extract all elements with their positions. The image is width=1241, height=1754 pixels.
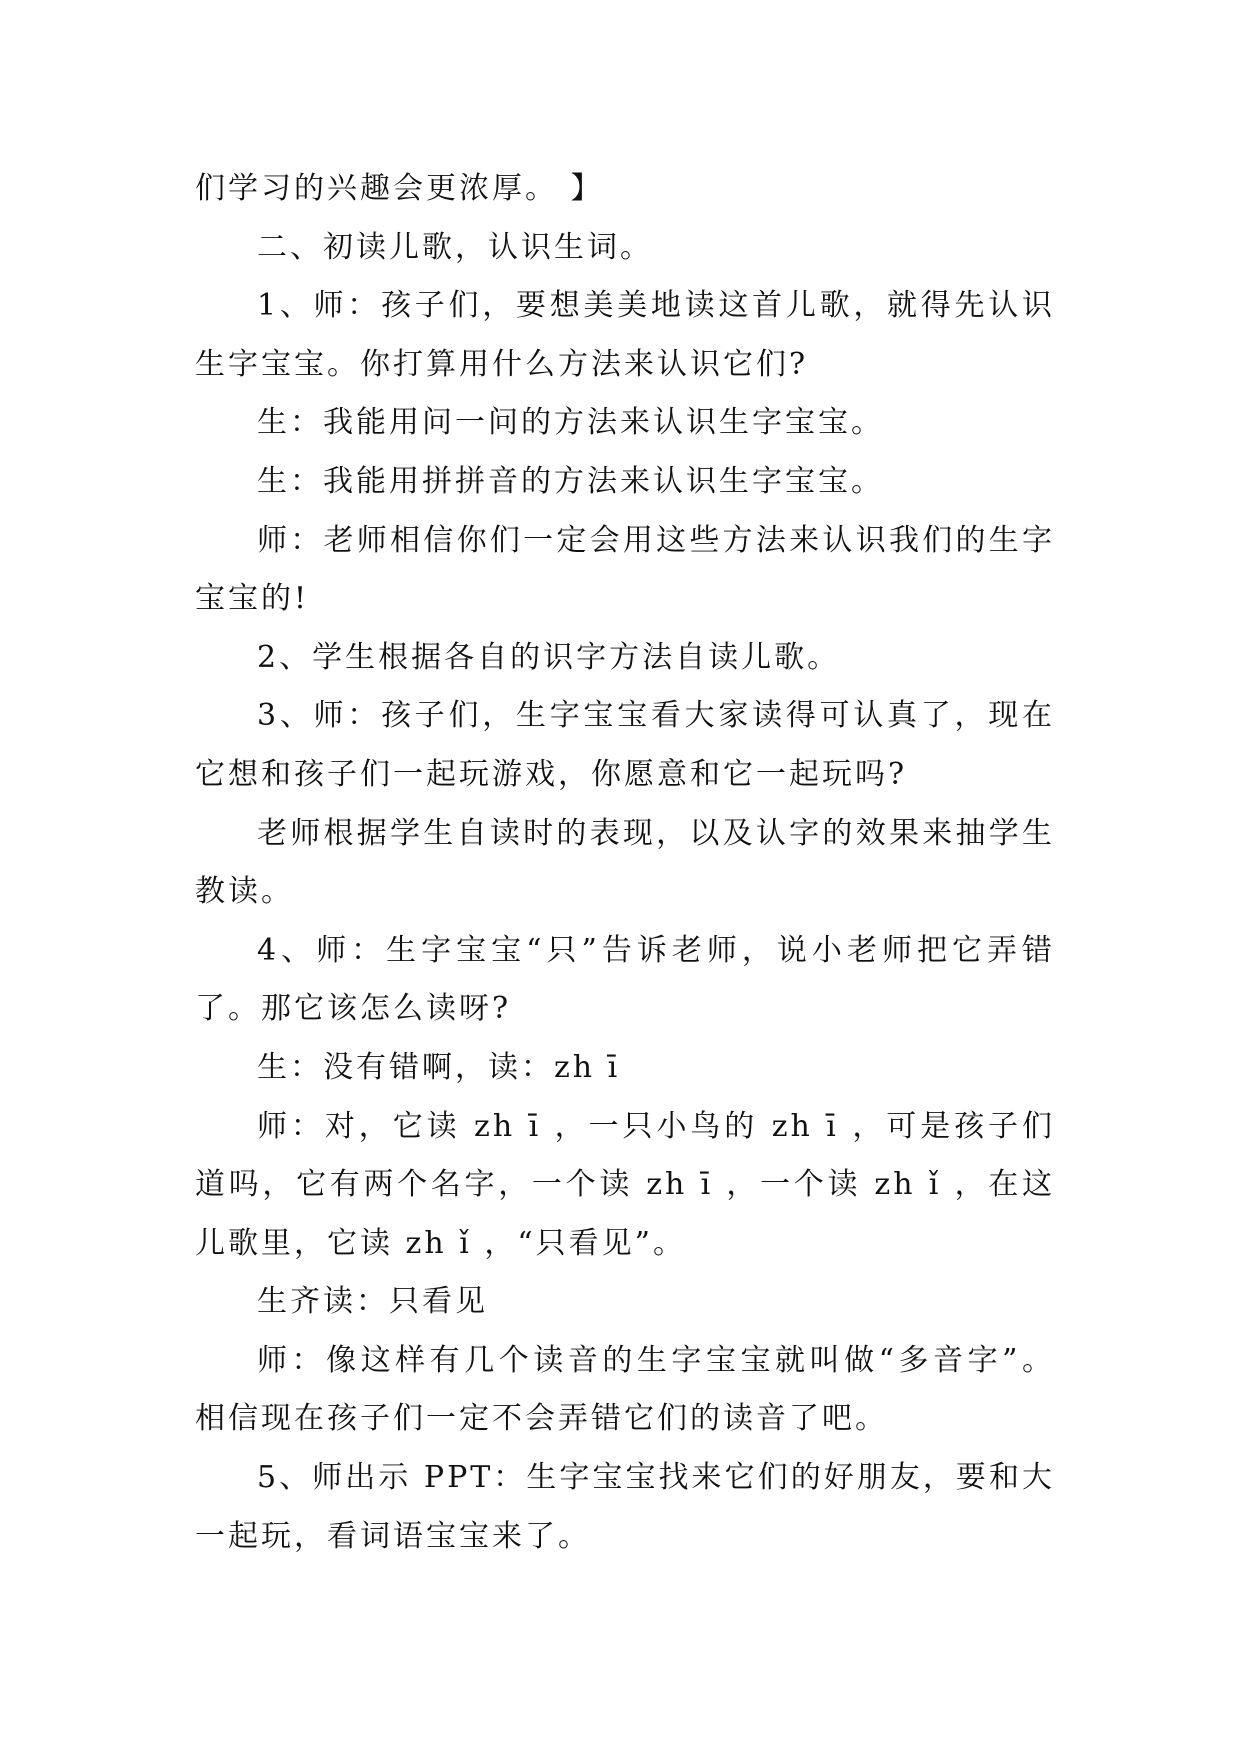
text-line: 3、师：孩子们，生字宝宝看大家读得可认真了，现在 (257, 698, 1055, 734)
text-line: 4、师：生字宝宝“只”告诉老师，说小老师把它弄错 (257, 932, 1055, 968)
text-line: 相信现在孩子们一定不会弄错它们的读音了吧。 (195, 1401, 888, 1437)
text-line: 了。那它该怎么读呀? (195, 991, 512, 1027)
text-line: 师：对，它读 zh ī ，一只小鸟的 zh ī ，可是孩子们 (257, 1108, 1055, 1144)
text-line: 它想和孩子们一起玩游戏，你愿意和它一起玩吗? (195, 756, 908, 792)
text-line: 一起玩，看词语宝宝来了。 (195, 1518, 591, 1554)
text-line: 生：我能用问一问的方法来认识生字宝宝。 (257, 405, 884, 441)
text-line: 5、师出示 PPT：生字宝宝找来它们的好朋友，要和大 (257, 1460, 1055, 1496)
text-line: 教读。 (195, 874, 294, 910)
section-heading: 二、初读儿歌，认识生词。 (257, 229, 653, 265)
text-line: 宝宝的! (195, 581, 310, 617)
text-line: 1、师：孩子们，要想美美地读这首儿歌，就得先认识 (257, 288, 1055, 324)
text-line: 老师根据学生自读时的表现，以及认字的效果来抽学生 (257, 815, 1055, 851)
text-line: 生齐读：只看见 (257, 1284, 488, 1320)
document-body (195, 160, 1055, 1566)
text-line: 们学习的兴趣会更浓厚。 】 (195, 171, 604, 206)
text-line: 师：像这样有几个读音的生字宝宝就叫做“多音字”。 (257, 1342, 1055, 1378)
text-line: 道吗，它有两个名字，一个读 zh ī ，一个读 zh ǐ ，在这 (195, 1167, 1055, 1203)
text-line: 生：没有错啊，读：zh ī (257, 1049, 621, 1085)
text-line: 师：老师相信你们一定会用这些方法来认识我们的生字 (257, 522, 1055, 558)
text-line: 生字宝宝。你打算用什么方法来认识它们? (195, 346, 809, 382)
text-line: 2、学生根据各自的识字方法自读儿歌。 (257, 639, 841, 675)
text-line: 生：我能用拼拼音的方法来认识生字宝宝。 (257, 463, 884, 499)
text-line: 儿歌里，它读 zh ǐ ，“只看见”。 (195, 1225, 687, 1261)
